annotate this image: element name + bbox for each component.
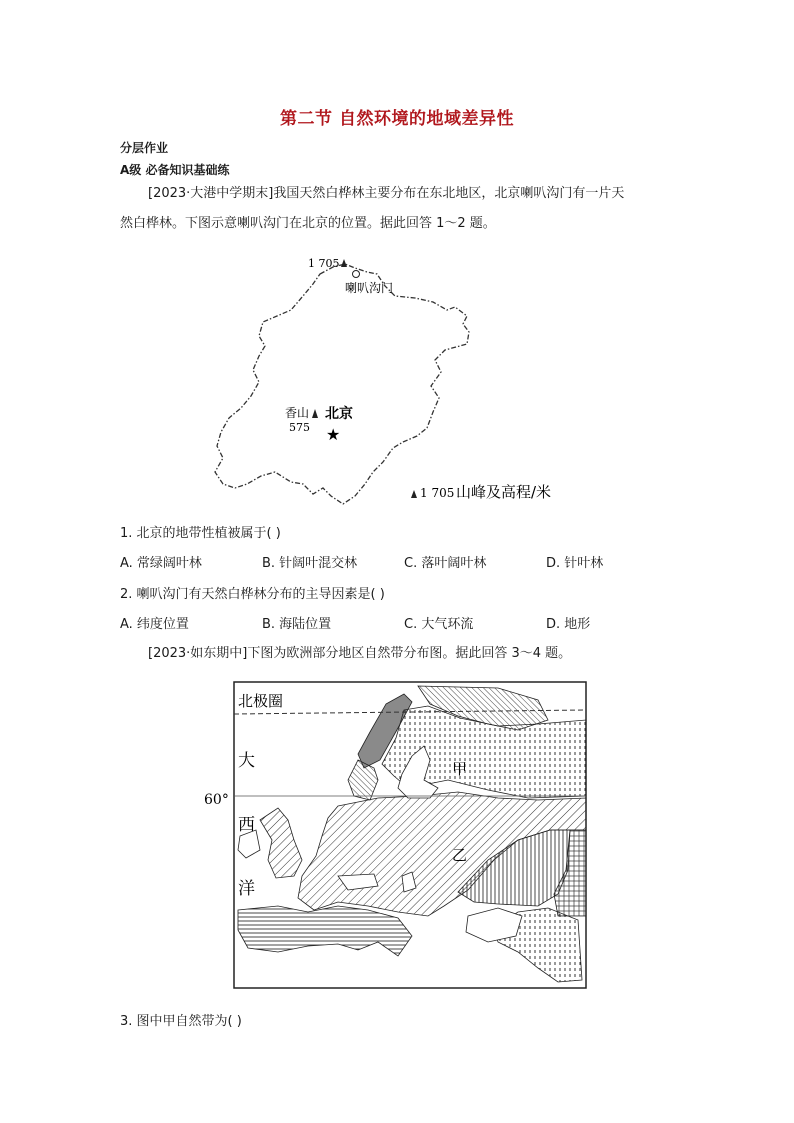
legend-peak-icon bbox=[411, 490, 417, 498]
page-title: 第二节 自然环境的地域差异性 bbox=[280, 109, 514, 129]
legend-elevation-value: 1 705 bbox=[420, 486, 455, 500]
question-2-stem: 2. 喇叭沟门有天然白桦林分布的主导因素是( ) bbox=[120, 587, 385, 602]
question-3-stem: 3. 图中甲自然带为( ) bbox=[120, 1014, 242, 1029]
ocean-char-1: 大 bbox=[238, 751, 255, 771]
beijing-label: 北京 bbox=[325, 406, 353, 422]
q1-option-d[interactable]: D. 针叶林 bbox=[546, 556, 604, 571]
ocean-char-3: 洋 bbox=[238, 879, 255, 899]
europe-zones-map bbox=[198, 680, 592, 992]
beijing-boundary bbox=[215, 264, 469, 504]
top-peak-icon bbox=[341, 259, 347, 267]
latitude-60-label: 60° bbox=[204, 792, 229, 808]
q1-option-a[interactable]: A. 常绿阔叶林 bbox=[120, 556, 202, 571]
ocean-char-2: 西 bbox=[238, 815, 255, 835]
arctic-circle-label: 北极圈 bbox=[238, 692, 284, 710]
legend-text: 山峰及高程/米 bbox=[456, 483, 552, 501]
intro1-line2: 然白桦林。下图示意喇叭沟门在北京的位置。据此回答 1～2 题。 bbox=[120, 216, 496, 231]
level-label: A级 必备知识基础练 bbox=[120, 163, 230, 177]
top-peak-elevation: 1 705 bbox=[308, 257, 340, 270]
q2-option-b[interactable]: B. 海陆位置 bbox=[262, 617, 332, 632]
q2-option-c[interactable]: C. 大气环流 bbox=[404, 617, 474, 632]
question-1-stem: 1. 北京的地带性植被属于( ) bbox=[120, 526, 281, 541]
labagoumen-marker bbox=[353, 271, 360, 278]
intro2-text: [2023·如东期中]下图为欧洲部分地区自然带分布图。据此回答 3～4 题。 bbox=[148, 646, 572, 661]
xiangshan-label: 香山 bbox=[285, 406, 310, 420]
labagoumen-label: 喇叭沟门 bbox=[345, 281, 394, 295]
beijing-map bbox=[205, 252, 595, 510]
zone-jia-label: 甲 bbox=[452, 760, 468, 778]
xiangshan-elevation: 575 bbox=[289, 421, 310, 434]
q2-option-d[interactable]: D. 地形 bbox=[546, 617, 591, 632]
zone-yi-label: 乙 bbox=[452, 846, 468, 864]
xiangshan-peak-icon bbox=[312, 409, 318, 418]
q1-option-b[interactable]: B. 针阔叶混交林 bbox=[262, 556, 358, 571]
section-label: 分层作业 bbox=[120, 141, 169, 155]
intro1-line1: [2023·大港中学期末]我国天然白桦林主要分布在东北地区，北京喇叭沟门有一片天 bbox=[148, 186, 625, 201]
capital-star-icon: ★ bbox=[326, 425, 341, 444]
q1-option-c[interactable]: C. 落叶阔叶林 bbox=[404, 556, 487, 571]
q2-option-a[interactable]: A. 纬度位置 bbox=[120, 617, 189, 632]
